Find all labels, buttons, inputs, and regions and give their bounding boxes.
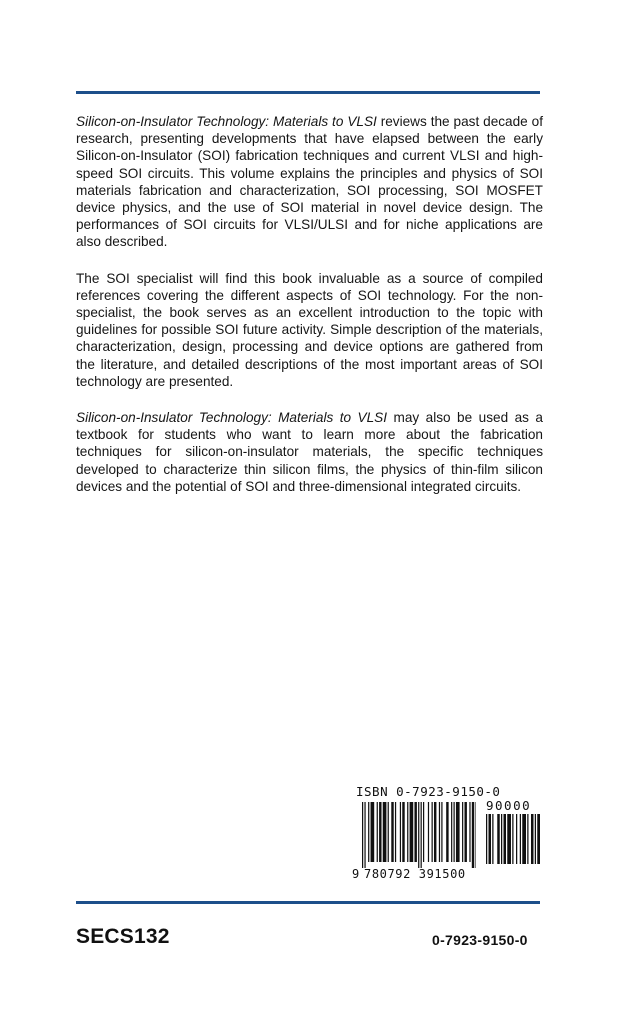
barcode-bar [362,802,363,868]
barcode-bar [531,814,534,864]
blurb-paragraph-1-text: reviews the past decade of research, presenting developments that have elapsed between the early Silicon-on-Insulator (SOI) fabrication techniques and current VLSI and high-speed SOI circuits. This volume explains the principles and physics of SOI materials fabrication and characterization, SOI processing, SOI MOSFET device physics, and the use of SOI material in novel device design. The performances of SOI circuits for VLSI/ULSI and for niche applications are also described. [76,114,543,250]
blurb-paragraph-3-text: may also be used as a textbook for students who want to learn more about the fabrication techniques for silicon-on-insulator materials, the specific techniques developed to characterize thin silicon films, the physics of thin-film silicon devices and the potential of SOI and three-dimensional integrated circuits. [76,410,543,494]
barcode-bar [421,802,422,868]
barcode-bar [486,814,487,864]
barcode-bar [400,802,401,862]
barcode-bar [472,802,474,868]
back-cover-blurb [76,113,543,514]
barcode-bar [418,802,419,868]
barcode-bar [462,802,463,862]
barcode-bar [497,814,500,864]
barcode-bar [527,814,528,864]
barcode-bar [475,802,476,868]
barcode-isbn-label: ISBN 0-7923-9150-0 [356,784,501,799]
barcode-bar [516,814,517,864]
barcode-bar [391,802,393,862]
barcode-bar [469,802,470,862]
barcode-bar [383,802,387,862]
barcode-bar [454,802,455,862]
barcode-bar [432,802,433,862]
blurb-paragraph-3 [76,409,543,495]
barcode-bar [456,802,460,862]
barcode-bar [446,802,448,862]
blurb-paragraph-1 [76,113,543,251]
ean-digit-groups: 780792 391500 [364,867,466,881]
barcode-bar [464,802,466,862]
ean-barcode-bars [352,802,476,868]
barcode-bar [492,814,493,864]
barcode-bar [364,802,365,868]
barcode-bar [402,802,404,862]
bottom-divider-rule [76,901,540,904]
blurb-paragraph-2: The SOI specialist will find this book invaluable as a source of compiled references covering the different aspects of SOI technology. For the non-specialist, the book serves as an excellent introduction to the topic with guidelines for possible SOI future activity. Simple description of the materials, characterization, design, processing and device options are gathered from the literature, and detailed descriptions of the most important areas of SOI technology are presented. [76,270,543,389]
barcode-bar [388,802,389,862]
barcode-bar [439,802,440,862]
barcode-bar [423,802,424,862]
addon-barcode-bars [482,814,540,868]
barcode-bar [428,802,429,862]
barcode-bar [522,814,526,864]
barcode-bar [520,814,521,864]
barcode-bar [501,814,502,864]
book-title-italic: Silicon-on-Insulator Technology: Materials to VLSI [76,410,388,426]
barcode-bar [410,802,414,862]
footer-isbn: 0-7923-9150-0 [432,932,528,948]
barcode-bar [407,802,408,862]
barcode-bar [507,814,511,864]
barcode-bar [434,802,436,862]
barcode-addon-digits: 90000 [486,798,532,813]
series-code: SECS132 [76,925,170,948]
barcode-bar [441,802,442,862]
barcode-bar [395,802,396,862]
book-title-italic: Silicon-on-Insulator Technology: Materials to VLSI [76,114,377,129]
ean-lead-digit: 9 [352,867,360,881]
barcode-bar [451,802,452,862]
barcode-bar [537,814,540,864]
barcode-bar [379,802,381,862]
barcode-bar [377,802,378,862]
barcode-bar [368,802,369,862]
top-divider-rule [76,91,540,94]
barcode-bar [504,814,507,864]
isbn-barcode [352,784,542,886]
barcode-bar [535,814,536,864]
barcode-bar [371,802,375,862]
barcode-bar [414,802,416,862]
barcode-bar [489,814,492,864]
barcode-bar [512,814,513,864]
